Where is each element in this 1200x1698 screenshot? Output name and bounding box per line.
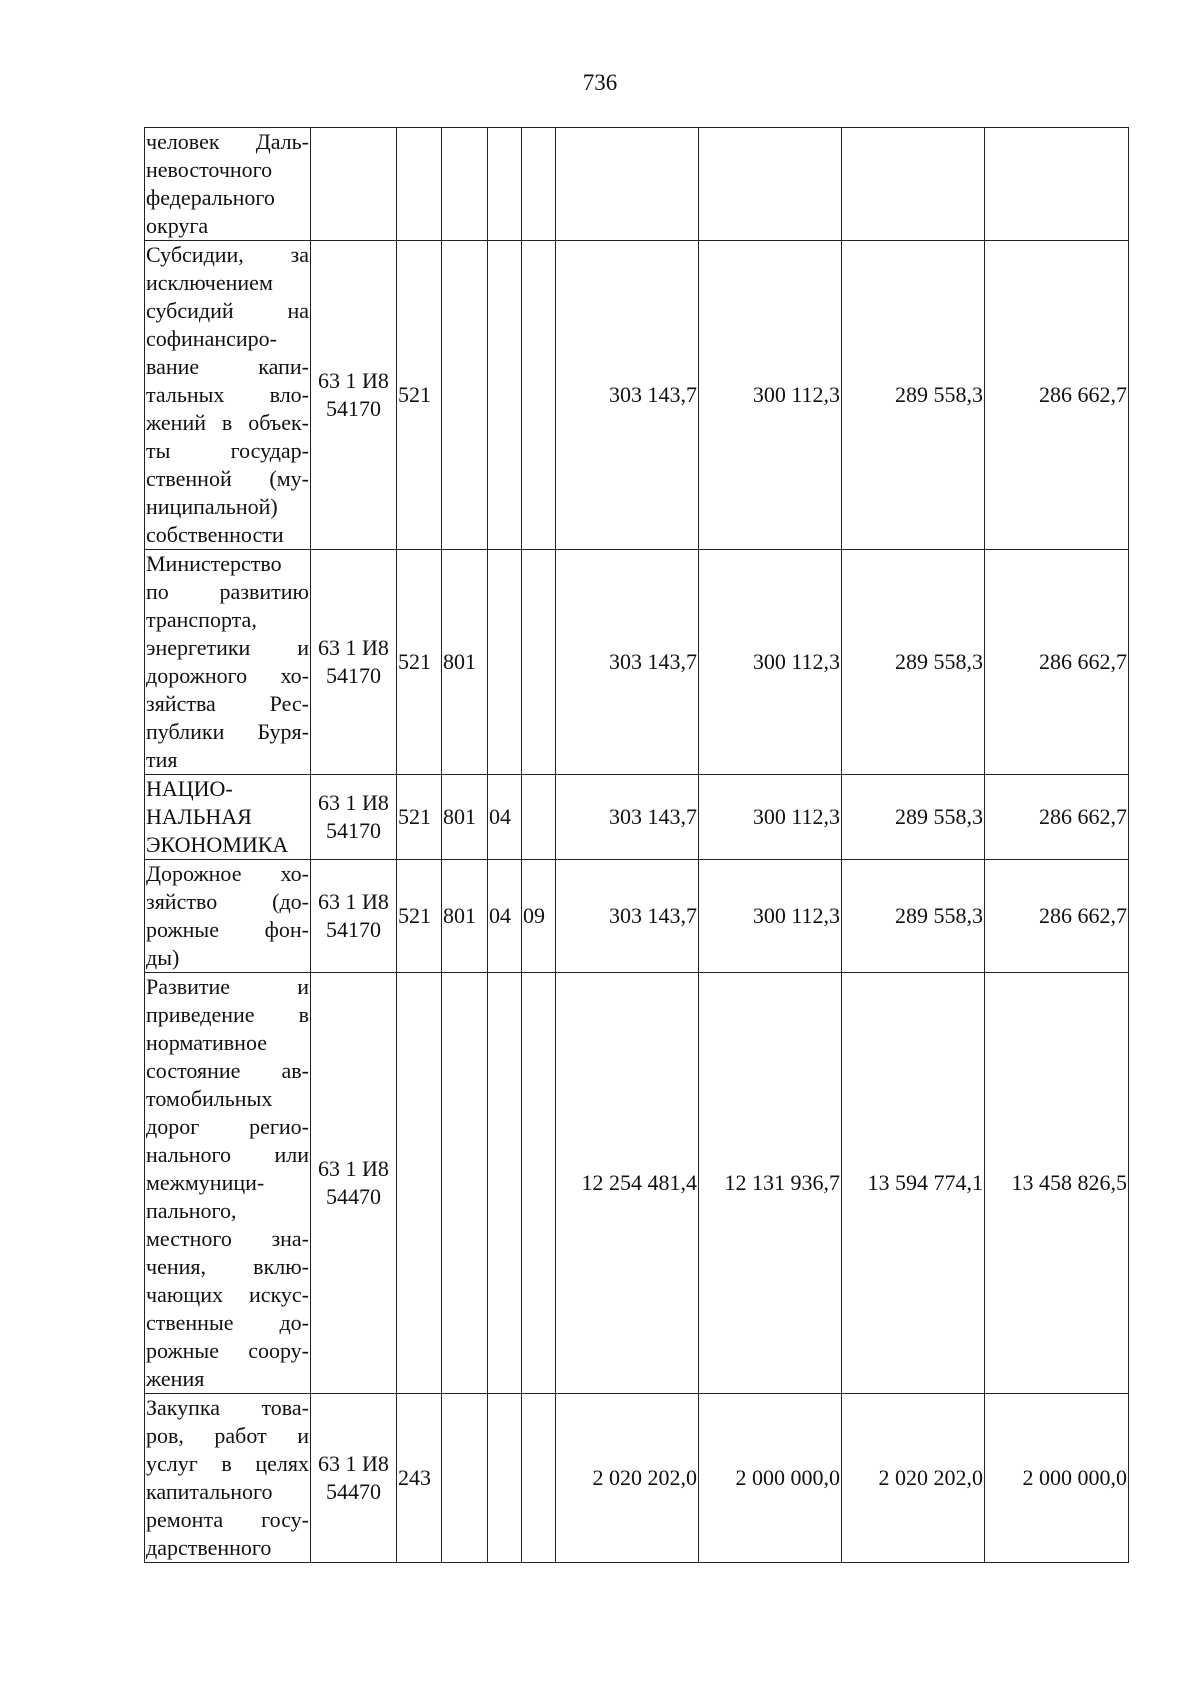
target-article-line: 54470 xyxy=(326,1479,381,1504)
item-name-line: пального, xyxy=(146,1198,237,1223)
section-code: 04 xyxy=(488,775,522,860)
section-code xyxy=(488,128,522,241)
item-name-line: собственности xyxy=(146,522,284,547)
item-name-line: тия xyxy=(146,747,178,772)
amount-cell: 286 662,7 xyxy=(985,550,1129,775)
table-row xyxy=(145,973,1129,1394)
amount-cell: 2 000 000,0 xyxy=(699,1394,842,1563)
expense-type-code xyxy=(397,973,442,1394)
item-name xyxy=(145,241,311,550)
target-article-code xyxy=(311,775,397,860)
section-code xyxy=(488,973,522,1394)
target-article-line: 63 1 И8 xyxy=(318,790,389,815)
page-number: 736 xyxy=(582,70,618,95)
item-name-line: рожные фон- xyxy=(146,917,309,942)
item-name-line: ЭКОНОМИКА xyxy=(146,832,289,857)
section-code xyxy=(488,550,522,775)
subsection-code: 09 xyxy=(522,860,556,973)
amount-cell: 300 112,3 xyxy=(699,860,842,973)
item-name-line: жений в объек- xyxy=(146,410,309,435)
subsection-code xyxy=(522,241,556,550)
target-article-code xyxy=(311,241,397,550)
item-name xyxy=(145,775,311,860)
amount-cell: 2 020 202,0 xyxy=(556,1394,699,1563)
amount-cell: 286 662,7 xyxy=(985,860,1129,973)
subsection-code xyxy=(522,775,556,860)
item-name-line: местного зна- xyxy=(146,1226,309,1251)
expense-type-code: 521 xyxy=(397,860,442,973)
target-article-code xyxy=(311,973,397,1394)
item-name-line: тальных вло- xyxy=(146,382,309,407)
amount-cell: 300 112,3 xyxy=(699,550,842,775)
amount-cell: 300 112,3 xyxy=(699,775,842,860)
item-name xyxy=(145,860,311,973)
item-name-line: ниципальной) xyxy=(146,494,278,519)
table-row xyxy=(145,860,1129,973)
amount-cell xyxy=(842,128,985,241)
ministry-code xyxy=(442,128,488,241)
item-name-line: зяйства Рес- xyxy=(146,691,309,716)
subsection-code xyxy=(522,550,556,775)
target-article-line: 63 1 И8 xyxy=(318,368,389,393)
amount-cell: 303 143,7 xyxy=(556,241,699,550)
amount-cell: 289 558,3 xyxy=(842,775,985,860)
target-article-line: 54170 xyxy=(326,396,381,421)
ministry-code xyxy=(442,1394,488,1563)
target-article-line: 54170 xyxy=(326,663,381,688)
item-name-line: состояние ав- xyxy=(146,1058,309,1083)
ministry-code: 801 xyxy=(442,775,488,860)
item-name-line: публики Буря- xyxy=(146,719,309,744)
target-article-line: 63 1 И8 xyxy=(318,635,389,660)
item-name-line: нального или xyxy=(146,1142,309,1167)
table-row xyxy=(145,550,1129,775)
ministry-code: 801 xyxy=(442,860,488,973)
item-name-line: дорог регио- xyxy=(146,1114,309,1139)
item-name-line: дарственного xyxy=(146,1535,272,1560)
item-name-line: услуг в целях xyxy=(146,1451,309,1476)
target-article-line: 54170 xyxy=(326,818,381,843)
expense-type-code: 521 xyxy=(397,550,442,775)
amount-cell: 13 594 774,1 xyxy=(842,973,985,1394)
amount-cell: 286 662,7 xyxy=(985,775,1129,860)
table-row xyxy=(145,241,1129,550)
item-name-line: округа xyxy=(146,213,209,238)
section-code xyxy=(488,1394,522,1563)
item-name-line: межмуници- xyxy=(146,1170,265,1195)
target-article-line: 63 1 И8 xyxy=(318,1451,389,1476)
item-name xyxy=(145,973,311,1394)
item-name-line: Дорожное хо- xyxy=(146,861,309,886)
expense-type-code xyxy=(397,128,442,241)
table-body xyxy=(145,128,1129,1563)
table-row xyxy=(145,128,1129,241)
amount-cell xyxy=(699,128,842,241)
item-name-line: вание капи- xyxy=(146,354,309,379)
section-code: 04 xyxy=(488,860,522,973)
target-article-line: 54470 xyxy=(326,1184,381,1209)
amount-cell: 2 020 202,0 xyxy=(842,1394,985,1563)
target-article-code xyxy=(311,550,397,775)
item-name-line: Развитие и xyxy=(146,974,309,999)
table-row xyxy=(145,1394,1129,1563)
item-name-line: Закупка това- xyxy=(146,1395,309,1420)
target-article-line: 63 1 И8 xyxy=(318,1156,389,1181)
section-code xyxy=(488,241,522,550)
subsection-code xyxy=(522,128,556,241)
ministry-code xyxy=(442,973,488,1394)
target-article-code xyxy=(311,1394,397,1563)
target-article-line: 63 1 И8 xyxy=(318,889,389,914)
item-name-line: томобильных xyxy=(146,1086,273,1111)
amount-cell: 300 112,3 xyxy=(699,241,842,550)
amount-cell: 12 131 936,7 xyxy=(699,973,842,1394)
subsection-code xyxy=(522,973,556,1394)
item-name-line: Министерство xyxy=(146,551,282,576)
amount-cell xyxy=(985,128,1129,241)
item-name-line: человек Даль- xyxy=(146,129,309,154)
item-name-line: дорожного хо- xyxy=(146,663,309,688)
target-article-code xyxy=(311,860,397,973)
item-name-line: ты государ- xyxy=(146,438,309,463)
item-name-line: приведение в xyxy=(146,1002,309,1027)
item-name-line: федерального xyxy=(146,185,275,210)
amount-cell: 289 558,3 xyxy=(842,241,985,550)
expense-type-code: 521 xyxy=(397,241,442,550)
item-name-line: энергетики и xyxy=(146,635,309,660)
item-name-line: ственной (му- xyxy=(146,466,309,491)
item-name-line: субсидий на xyxy=(146,298,309,323)
target-article-code xyxy=(311,128,397,241)
ministry-code: 801 xyxy=(442,550,488,775)
item-name xyxy=(145,1394,311,1563)
item-name xyxy=(145,550,311,775)
amount-cell: 289 558,3 xyxy=(842,860,985,973)
item-name-line: НАЛЬНАЯ xyxy=(146,804,252,829)
item-name-line: невосточного xyxy=(146,157,273,182)
amount-cell: 2 000 000,0 xyxy=(985,1394,1129,1563)
table-row xyxy=(145,775,1129,860)
amount-cell: 303 143,7 xyxy=(556,775,699,860)
amount-cell: 13 458 826,5 xyxy=(985,973,1129,1394)
item-name-line: по развитию xyxy=(146,579,309,604)
item-name-line: ственные до- xyxy=(146,1310,309,1335)
amount-cell: 303 143,7 xyxy=(556,860,699,973)
expense-type-code: 243 xyxy=(397,1394,442,1563)
item-name-line: рожные соору- xyxy=(146,1338,309,1363)
item-name-line: ров, работ и xyxy=(146,1423,309,1448)
amount-cell xyxy=(556,128,699,241)
item-name-line: Субсидии, за xyxy=(146,242,309,267)
item-name-line: капитального xyxy=(146,1479,273,1504)
item-name-line: чения, вклю- xyxy=(146,1254,309,1279)
amount-cell: 303 143,7 xyxy=(556,550,699,775)
ministry-code xyxy=(442,241,488,550)
item-name-line: чающих искус- xyxy=(146,1282,309,1307)
expense-type-code: 521 xyxy=(397,775,442,860)
item-name-line: софинансиро- xyxy=(146,326,277,351)
budget-table xyxy=(144,127,1129,1563)
item-name-line: ремонта госу- xyxy=(146,1507,309,1532)
amount-cell: 289 558,3 xyxy=(842,550,985,775)
item-name-line: жения xyxy=(146,1366,205,1391)
amount-cell: 12 254 481,4 xyxy=(556,973,699,1394)
amount-cell: 286 662,7 xyxy=(985,241,1129,550)
item-name xyxy=(145,128,311,241)
item-name-line: исключением xyxy=(146,270,273,295)
item-name-line: ды) xyxy=(146,945,180,970)
item-name-line: нормативное xyxy=(146,1030,267,1055)
item-name-line: транспорта, xyxy=(146,607,257,632)
target-article-line: 54170 xyxy=(326,917,381,942)
subsection-code xyxy=(522,1394,556,1563)
item-name-line: НАЦИО- xyxy=(146,776,233,801)
item-name-line: зяйство (до- xyxy=(146,889,309,914)
